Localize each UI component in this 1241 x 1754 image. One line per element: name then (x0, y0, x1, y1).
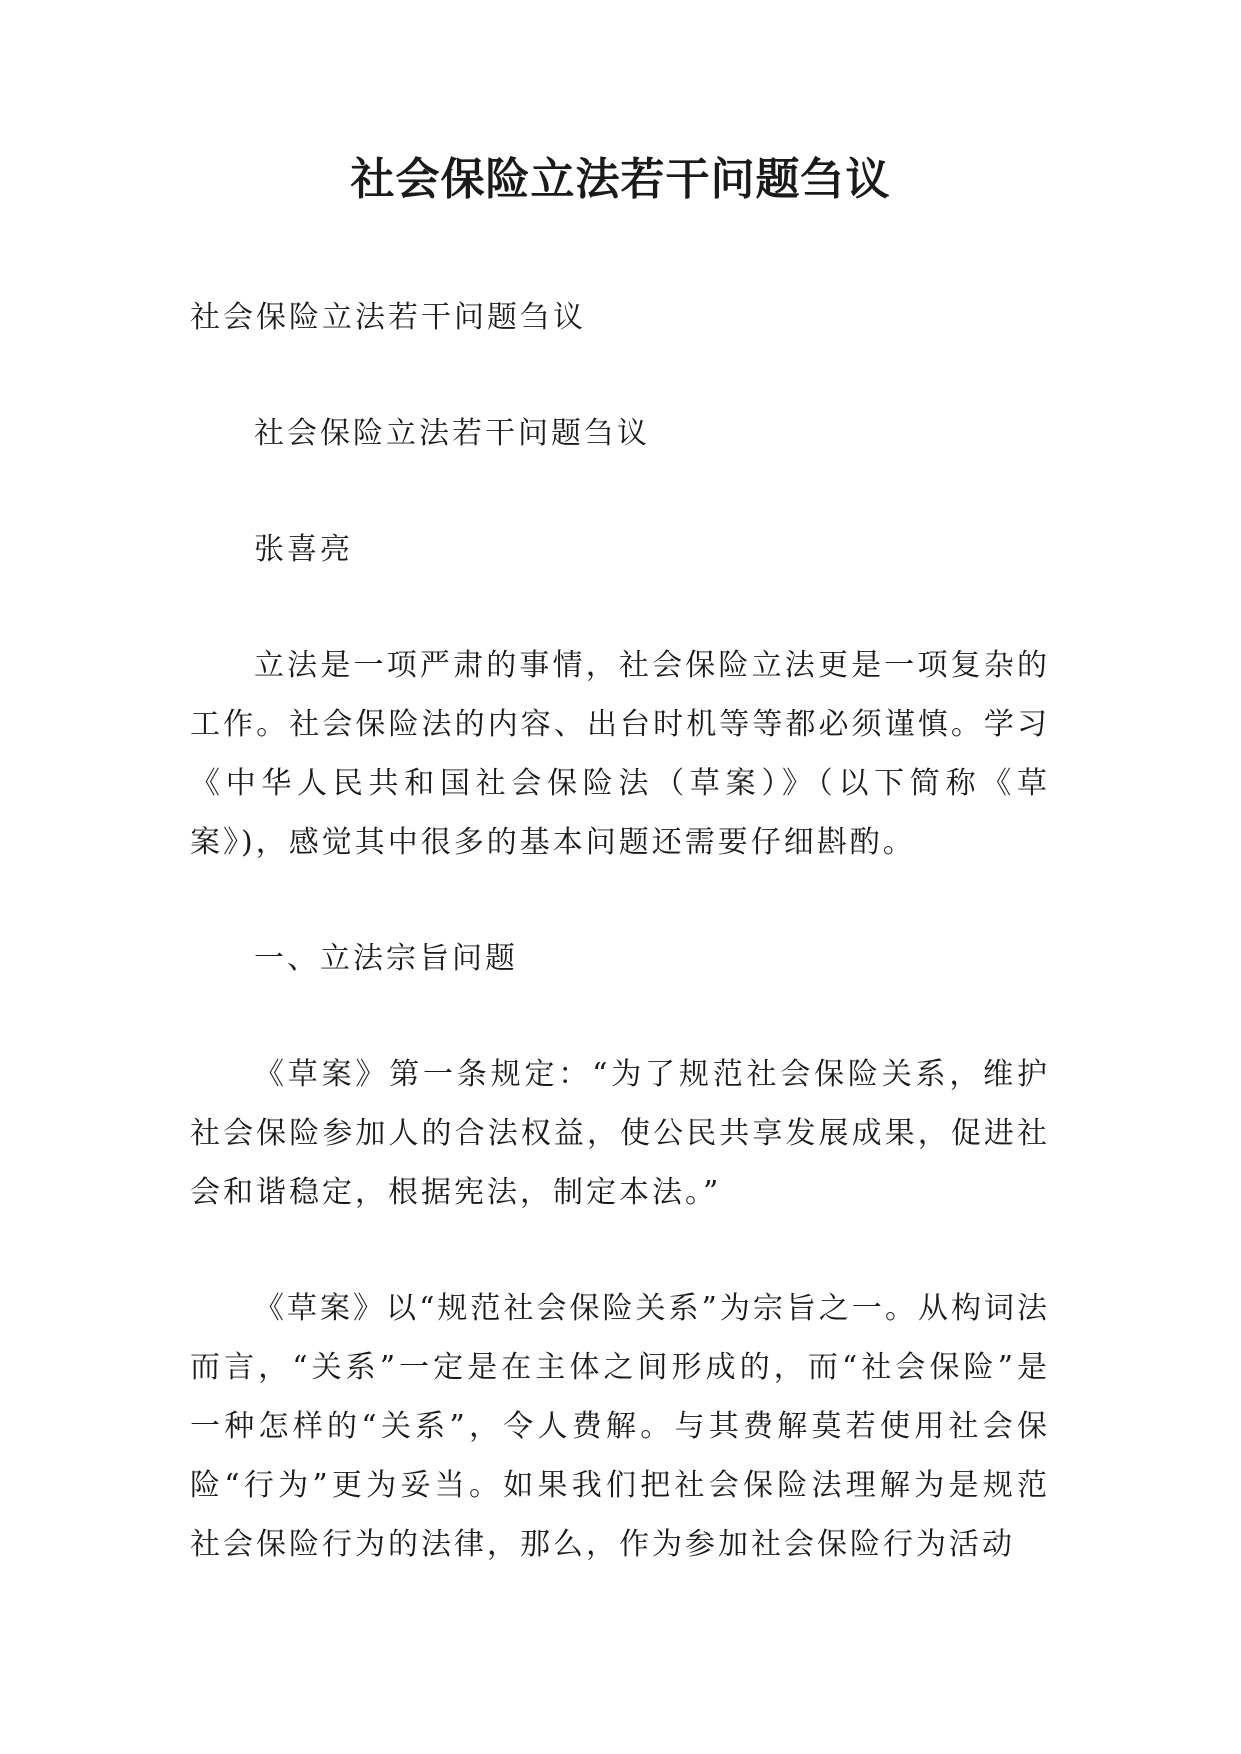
paragraph-heading-repeat: 社会保险立法若干问题刍议 (190, 300, 586, 335)
section-heading: 一、立法宗旨问题 (254, 941, 518, 976)
paragraph-author: 张喜亮 (254, 532, 353, 567)
paragraph-analysis: 《草案》以“规范社会保险关系”为宗旨之一。从构词法而言，“关系”一定是在主体之间形成的，而“社会保险”是一种怎样的“关系”，令人费解。与其费解莫若使用社会保险“行为”更为妥当。如果我们把社会保险法理解为是规范社会保险行为的法律，那么，作为参加社会保险行为活动 (190, 1291, 1050, 1562)
paragraph-subtitle: 社会保险立法若干问题刍议 (254, 416, 650, 451)
paragraph-article-one: 《草案》第一条规定：“为了规范社会保险关系，维护社会保险参加人的合法权益，使公民共享发展成果，促进社会和谐稳定，根据宪法，制定本法。” (190, 1057, 1050, 1210)
document-body (190, 288, 1050, 1631)
document-title: 社会保险立法若干问题刍议 (350, 154, 891, 205)
paragraph-intro: 立法是一项严肃的事情，社会保险立法更是一项复杂的工作。社会保险法的内容、出台时机等等都必须谨慎。学习《中华人民共和国社会保险法（草案）》（以下简称《草案》)，感觉其中很多的基本问题还需要仔细斟酌。 (190, 648, 1050, 860)
